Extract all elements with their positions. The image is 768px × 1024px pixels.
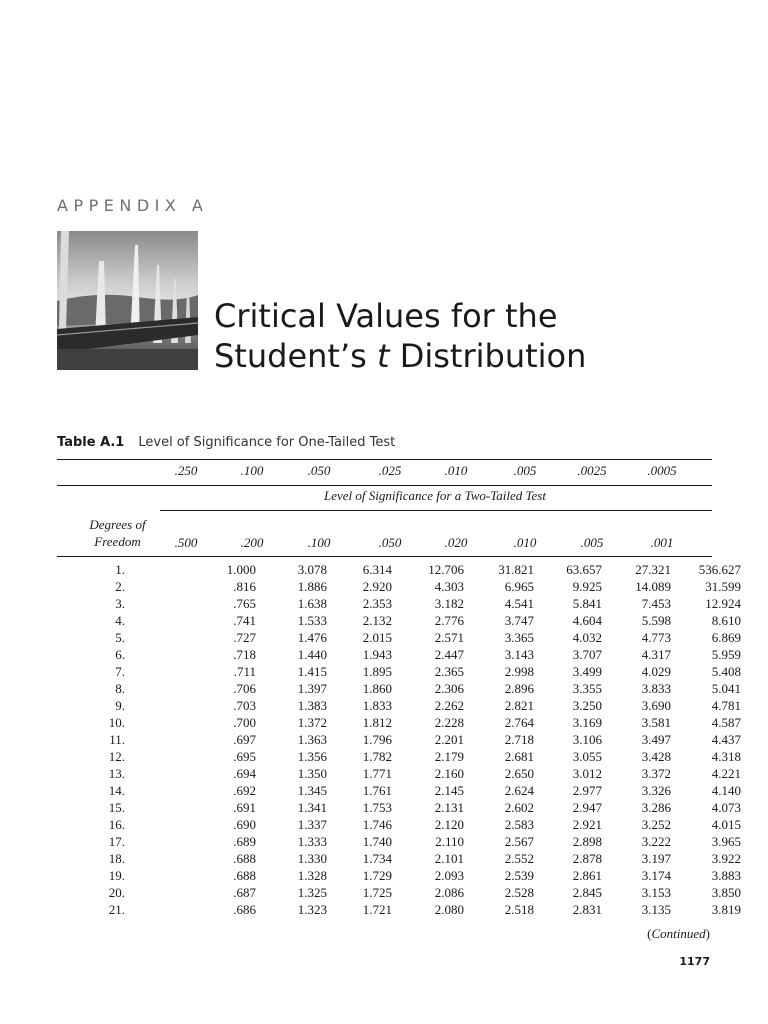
critical-value-cell: .697 xyxy=(233,732,256,747)
continued-open-paren: ( xyxy=(647,926,652,941)
critical-value-cell: 3.747 xyxy=(504,613,534,628)
critical-value-cell: 3.850 xyxy=(711,885,741,900)
critical-value-cell: 31.599 xyxy=(705,579,741,594)
critical-value-cell: 2.947 xyxy=(572,800,602,815)
critical-value-cell: .741 xyxy=(233,613,256,628)
critical-value-cell: 2.878 xyxy=(572,851,602,866)
table-row xyxy=(57,816,741,833)
critical-value-cell: 2.365 xyxy=(434,664,464,679)
critical-value-cell: 9.925 xyxy=(572,579,602,594)
title-line-1: Critical Values for the xyxy=(214,297,558,335)
degrees-of-freedom-cell: 2. xyxy=(115,579,125,594)
critical-value-cell: 2.518 xyxy=(504,902,534,917)
critical-value-cell: 2.306 xyxy=(434,681,464,696)
critical-value-cell: 3.355 xyxy=(572,681,602,696)
degrees-of-freedom-cell: 17. xyxy=(108,834,125,849)
critical-value-cell: 1.372 xyxy=(297,715,327,730)
critical-value-cell: 3.819 xyxy=(711,902,741,917)
page-number: 1177 xyxy=(679,955,710,968)
two-tailed-level: .200 xyxy=(240,535,264,550)
critical-value-cell: 4.015 xyxy=(711,817,741,832)
critical-value-cell: .816 xyxy=(233,579,256,594)
degrees-of-freedom-heading xyxy=(70,516,165,550)
critical-value-cell: 4.773 xyxy=(641,630,671,645)
critical-value-cell: 536.627 xyxy=(698,562,741,577)
critical-value-cell: 2.552 xyxy=(504,851,534,866)
critical-value-cell: 2.718 xyxy=(504,732,534,747)
critical-value-cell: .706 xyxy=(233,681,256,696)
critical-value-cell: 3.106 xyxy=(572,732,602,747)
critical-value-cell: 2.262 xyxy=(434,698,464,713)
t-distribution-table xyxy=(57,561,741,918)
critical-value-cell: 4.781 xyxy=(711,698,741,713)
critical-value-cell: 1.771 xyxy=(362,766,392,781)
critical-value-cell: 6.965 xyxy=(504,579,534,594)
critical-value-cell: 3.286 xyxy=(641,800,671,815)
critical-value-cell: 2.179 xyxy=(434,749,464,764)
critical-value-cell: 1.833 xyxy=(362,698,392,713)
degrees-of-freedom-cell: 12. xyxy=(108,749,125,764)
critical-value-cell: 5.041 xyxy=(711,681,741,696)
critical-value-cell: 3.707 xyxy=(572,647,602,662)
critical-value-cell: 4.604 xyxy=(572,613,602,628)
degrees-of-freedom-cell: 3. xyxy=(115,596,125,611)
critical-value-cell: .692 xyxy=(233,783,256,798)
table-row xyxy=(57,799,741,816)
two-tailed-level: .005 xyxy=(580,535,604,550)
critical-value-cell: 14.089 xyxy=(635,579,671,594)
one-tailed-level: .025 xyxy=(378,463,402,478)
degrees-of-freedom-cell: 15. xyxy=(108,800,125,815)
critical-value-cell: 12.706 xyxy=(428,562,464,577)
continued-text: Continued xyxy=(651,926,706,941)
critical-value-cell: 1.812 xyxy=(362,715,392,730)
critical-value-cell: .686 xyxy=(233,902,256,917)
table-row xyxy=(57,663,741,680)
table-row xyxy=(57,884,741,901)
critical-value-cell: 1.860 xyxy=(362,681,392,696)
critical-value-cell: 3.252 xyxy=(641,817,671,832)
critical-value-cell: .688 xyxy=(233,868,256,883)
critical-value-cell: 5.598 xyxy=(641,613,671,628)
critical-value-cell: 4.318 xyxy=(711,749,741,764)
critical-value-cell: 3.690 xyxy=(641,698,671,713)
critical-value-cell: .695 xyxy=(233,749,256,764)
critical-value-cell: 3.365 xyxy=(504,630,534,645)
table-caption-text: Level of Significance for One-Tailed Test xyxy=(138,435,396,450)
critical-value-cell: 2.998 xyxy=(504,664,534,679)
two-tailed-level: .020 xyxy=(444,535,468,550)
critical-value-cell: 1.440 xyxy=(297,647,327,662)
table-row xyxy=(57,782,741,799)
table-row xyxy=(57,867,741,884)
one-tailed-level: .0025 xyxy=(577,463,607,478)
critical-value-cell: 1.725 xyxy=(362,885,392,900)
critical-value-cell: 8.610 xyxy=(711,613,741,628)
two-tailed-level: .010 xyxy=(513,535,537,550)
critical-value-cell: 1.533 xyxy=(297,613,327,628)
critical-value-cell: 4.317 xyxy=(641,647,671,662)
critical-value-cell: 2.896 xyxy=(504,681,534,696)
critical-value-cell: .691 xyxy=(233,800,256,815)
critical-value-cell: 3.922 xyxy=(711,851,741,866)
critical-value-cell: 1.397 xyxy=(297,681,327,696)
critical-value-cell: 3.499 xyxy=(572,664,602,679)
degrees-of-freedom-cell: 19. xyxy=(108,868,125,883)
critical-value-cell: 27.321 xyxy=(635,562,671,577)
degrees-of-freedom-cell: 7. xyxy=(115,664,125,679)
two-tailed-level: .001 xyxy=(650,535,674,550)
critical-value-cell: 1.895 xyxy=(362,664,392,679)
critical-value-cell: 2.764 xyxy=(504,715,534,730)
critical-value-cell: 5.408 xyxy=(711,664,741,679)
critical-value-cell: 6.314 xyxy=(362,562,392,577)
critical-value-cell: 3.250 xyxy=(572,698,602,713)
degrees-of-freedom-cell: 18. xyxy=(108,851,125,866)
critical-value-cell: 2.650 xyxy=(504,766,534,781)
degrees-of-freedom-cell: 9. xyxy=(115,698,125,713)
mid-rule-2 xyxy=(160,510,712,511)
critical-value-cell: .703 xyxy=(233,698,256,713)
critical-value-cell: 1.796 xyxy=(362,732,392,747)
critical-value-cell: 1.746 xyxy=(362,817,392,832)
critical-value-cell: 3.372 xyxy=(641,766,671,781)
critical-value-cell: 3.497 xyxy=(641,732,671,747)
degrees-of-freedom-cell: 4. xyxy=(115,613,125,628)
critical-value-cell: 2.101 xyxy=(434,851,464,866)
critical-value-cell: 2.921 xyxy=(572,817,602,832)
critical-value-cell: 1.341 xyxy=(297,800,327,815)
critical-value-cell: 4.140 xyxy=(711,783,741,798)
critical-value-cell: 2.201 xyxy=(434,732,464,747)
critical-value-cell: .718 xyxy=(233,647,256,662)
critical-value-cell: 5.959 xyxy=(711,647,741,662)
critical-value-cell: 1.000 xyxy=(226,562,256,577)
critical-value-cell: 2.145 xyxy=(434,783,464,798)
table-row xyxy=(57,901,741,918)
critical-value-cell: .687 xyxy=(233,885,256,900)
critical-value-cell: 4.029 xyxy=(641,664,671,679)
critical-value-cell: 2.539 xyxy=(504,868,534,883)
two-tailed-level: .050 xyxy=(378,535,402,550)
critical-value-cell: 3.428 xyxy=(641,749,671,764)
critical-value-cell: 3.169 xyxy=(572,715,602,730)
critical-value-cell: .765 xyxy=(233,596,256,611)
critical-value-cell: 1.886 xyxy=(297,579,327,594)
critical-value-cell: 2.080 xyxy=(434,902,464,917)
critical-value-cell: 1.337 xyxy=(297,817,327,832)
critical-value-cell: 3.174 xyxy=(641,868,671,883)
critical-value-cell: 4.541 xyxy=(504,596,534,611)
critical-value-cell: 5.841 xyxy=(572,596,602,611)
degrees-of-freedom-cell: 10. xyxy=(108,715,125,730)
one-tailed-level: .100 xyxy=(240,463,264,478)
critical-value-cell: 31.821 xyxy=(498,562,534,577)
table-row xyxy=(57,697,741,714)
critical-value-cell: 1.363 xyxy=(297,732,327,747)
critical-value-cell: 1.350 xyxy=(297,766,327,781)
critical-value-cell: 4.437 xyxy=(711,732,741,747)
critical-value-cell: 3.078 xyxy=(297,562,327,577)
table-row xyxy=(57,646,741,663)
table-row xyxy=(57,748,741,765)
critical-value-cell: 4.587 xyxy=(711,715,741,730)
critical-value-cell: 1.740 xyxy=(362,834,392,849)
critical-value-cell: 1.330 xyxy=(297,851,327,866)
critical-value-cell: 2.821 xyxy=(504,698,534,713)
critical-value-cell: 2.831 xyxy=(572,902,602,917)
table-caption xyxy=(57,435,395,450)
dof-heading-line-2: Freedom xyxy=(94,534,141,549)
critical-value-cell: 1.383 xyxy=(297,698,327,713)
degrees-of-freedom-cell: 8. xyxy=(115,681,125,696)
critical-value-cell: 2.920 xyxy=(362,579,392,594)
title-line-2 xyxy=(214,336,586,376)
critical-value-cell: 2.845 xyxy=(572,885,602,900)
degrees-of-freedom-cell: 16. xyxy=(108,817,125,832)
title-line-2-post: Distribution xyxy=(389,337,587,375)
critical-value-cell: 3.326 xyxy=(641,783,671,798)
header-bottom-rule xyxy=(57,556,712,557)
appendix-label: APPENDIX A xyxy=(57,196,209,215)
critical-value-cell: 1.729 xyxy=(362,868,392,883)
critical-value-cell: 1.638 xyxy=(297,596,327,611)
one-tailed-level: .010 xyxy=(444,463,468,478)
critical-value-cell: 4.032 xyxy=(572,630,602,645)
critical-value-cell: 3.135 xyxy=(641,902,671,917)
continued-note xyxy=(647,926,710,942)
mid-rule-1 xyxy=(57,485,712,486)
table-row xyxy=(57,612,741,629)
critical-value-cell: 2.228 xyxy=(434,715,464,730)
critical-value-cell: 1.943 xyxy=(362,647,392,662)
page-title xyxy=(214,296,586,376)
table-row xyxy=(57,680,741,697)
critical-value-cell: 3.182 xyxy=(434,596,464,611)
critical-value-cell: 1.328 xyxy=(297,868,327,883)
critical-value-cell: 1.761 xyxy=(362,783,392,798)
critical-value-cell: 1.325 xyxy=(297,885,327,900)
critical-value-cell: 3.153 xyxy=(641,885,671,900)
table-row xyxy=(57,731,741,748)
critical-value-cell: 7.453 xyxy=(641,596,671,611)
table-label: Table A.1 xyxy=(57,435,125,450)
critical-value-cell: 2.977 xyxy=(572,783,602,798)
critical-value-cell: 2.567 xyxy=(504,834,534,849)
title-italic-t: t xyxy=(376,337,390,375)
critical-value-cell: 3.197 xyxy=(641,851,671,866)
bridge-photo xyxy=(57,231,198,370)
critical-value-cell: 6.869 xyxy=(711,630,741,645)
continued-close-paren: ) xyxy=(705,926,710,941)
critical-value-cell: 4.221 xyxy=(711,766,741,781)
critical-value-cell: 1.323 xyxy=(297,902,327,917)
dof-heading-line-1: Degrees of xyxy=(89,517,146,532)
top-rule xyxy=(57,459,712,460)
critical-value-cell: 2.120 xyxy=(434,817,464,832)
critical-value-cell: 3.055 xyxy=(572,749,602,764)
table-row xyxy=(57,714,741,731)
critical-value-cell: 2.353 xyxy=(362,596,392,611)
two-tailed-level: .500 xyxy=(174,535,198,550)
critical-value-cell: 2.571 xyxy=(434,630,464,645)
critical-value-cell: 2.898 xyxy=(572,834,602,849)
critical-value-cell: 3.012 xyxy=(572,766,602,781)
table-row xyxy=(57,850,741,867)
critical-value-cell: 3.143 xyxy=(504,647,534,662)
table-row xyxy=(57,595,741,612)
critical-value-cell: 1.356 xyxy=(297,749,327,764)
critical-value-cell: 63.657 xyxy=(566,562,602,577)
critical-value-cell: 2.093 xyxy=(434,868,464,883)
critical-value-cell: 1.782 xyxy=(362,749,392,764)
critical-value-cell: 2.132 xyxy=(362,613,392,628)
critical-value-cell: 2.861 xyxy=(572,868,602,883)
degrees-of-freedom-cell: 21. xyxy=(108,902,125,917)
critical-value-cell: 3.883 xyxy=(711,868,741,883)
critical-value-cell: 4.303 xyxy=(434,579,464,594)
critical-value-cell: 1.415 xyxy=(297,664,327,679)
critical-value-cell: .711 xyxy=(233,664,256,679)
critical-value-cell: 2.681 xyxy=(504,749,534,764)
one-tailed-level: .050 xyxy=(307,463,331,478)
critical-value-cell: 1.333 xyxy=(297,834,327,849)
critical-value-cell: 3.833 xyxy=(641,681,671,696)
degrees-of-freedom-cell: 5. xyxy=(115,630,125,645)
degrees-of-freedom-cell: 20. xyxy=(108,885,125,900)
table-row xyxy=(57,578,741,595)
critical-value-cell: 2.447 xyxy=(434,647,464,662)
one-tailed-level: .250 xyxy=(174,463,198,478)
critical-value-cell: 2.131 xyxy=(434,800,464,815)
critical-value-cell: 2.086 xyxy=(434,885,464,900)
critical-value-cell: 2.528 xyxy=(504,885,534,900)
critical-value-cell: .700 xyxy=(233,715,256,730)
table-row xyxy=(57,561,741,578)
critical-value-cell: 2.110 xyxy=(435,834,464,849)
degrees-of-freedom-cell: 6. xyxy=(115,647,125,662)
one-tailed-level: .005 xyxy=(513,463,537,478)
critical-value-cell: 12.924 xyxy=(705,596,741,611)
critical-value-cell: 3.222 xyxy=(641,834,671,849)
critical-value-cell: 2.583 xyxy=(504,817,534,832)
degrees-of-freedom-cell: 1. xyxy=(115,562,125,577)
critical-value-cell: .688 xyxy=(233,851,256,866)
critical-value-cell: 4.073 xyxy=(711,800,741,815)
critical-value-cell: 2.015 xyxy=(362,630,392,645)
critical-value-cell: .727 xyxy=(233,630,256,645)
critical-value-cell: .694 xyxy=(233,766,256,781)
table-row xyxy=(57,833,741,850)
table-row xyxy=(57,629,741,646)
critical-value-cell: 1.476 xyxy=(297,630,327,645)
critical-value-cell: 2.624 xyxy=(504,783,534,798)
critical-value-cell: 1.345 xyxy=(297,783,327,798)
two-tailed-heading: Level of Significance for a Two-Tailed Test xyxy=(324,488,546,503)
table-row xyxy=(57,765,741,782)
critical-value-cell: 2.602 xyxy=(504,800,534,815)
critical-value-cell: 2.160 xyxy=(434,766,464,781)
critical-value-cell: 2.776 xyxy=(434,613,464,628)
critical-value-cell: 1.753 xyxy=(362,800,392,815)
critical-value-cell: 1.734 xyxy=(362,851,392,866)
two-tailed-level: .100 xyxy=(307,535,331,550)
critical-value-cell: .690 xyxy=(233,817,256,832)
degrees-of-freedom-cell: 14. xyxy=(108,783,125,798)
one-tailed-level: .0005 xyxy=(647,463,677,478)
critical-value-cell: 3.581 xyxy=(641,715,671,730)
critical-value-cell: 3.965 xyxy=(711,834,741,849)
degrees-of-freedom-cell: 11. xyxy=(109,732,125,747)
critical-value-cell: 1.721 xyxy=(362,902,392,917)
title-line-2-pre: Student’s xyxy=(214,337,377,375)
degrees-of-freedom-cell: 13. xyxy=(108,766,125,781)
critical-value-cell: .689 xyxy=(233,834,256,849)
